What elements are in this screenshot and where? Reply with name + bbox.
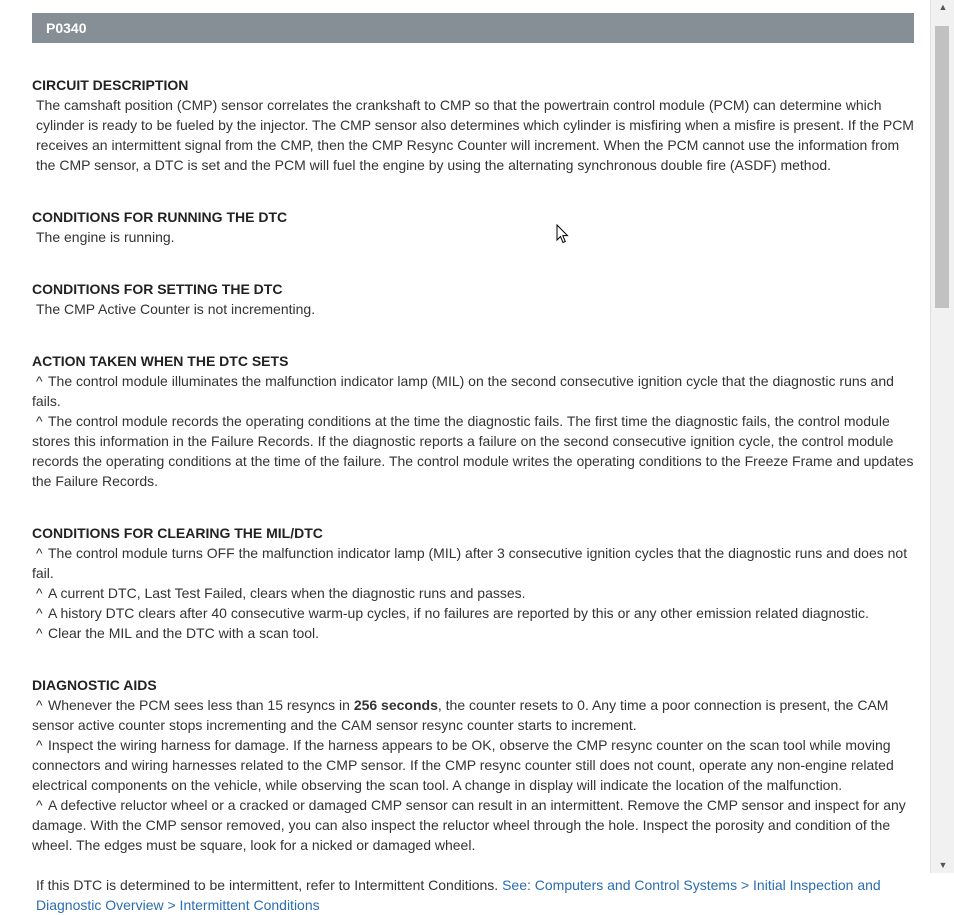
section-conditions-running <box>32 207 914 247</box>
caret-icon: ^ <box>36 373 43 389</box>
list-item-text: A defective reluctor wheel or a cracked or damaged CMP sensor can result in an intermittent. Remove the CMP sensor and inspect for any damage. With the CMP sensor removed, you can also inspect the reluctor wheel through the hole. Inspect the porosity and condition of the wheel. The edges must be square, look for a nicked or damaged wheel. <box>32 797 906 853</box>
caret-icon: ^ <box>36 625 43 641</box>
caret-icon: ^ <box>36 413 43 429</box>
list-item <box>32 695 914 735</box>
list-item-text: The control module records the operating conditions at the time the diagnostic fails. The first time the diagnostic fails, the control module stores this information in the Failure Records. If the diagnostic reports a failure on the second consecutive ignition cycle, the control module records the operating conditions at the time of the failure. The control module writes the operating conditions to the Freeze Frame and updates the Failure Records. <box>32 413 914 489</box>
list-item-text: Whenever the PCM sees less than 15 resyncs in <box>48 697 354 713</box>
mouse-cursor-icon <box>556 224 570 244</box>
list-item <box>32 735 914 795</box>
section-title: CONDITIONS FOR SETTING THE DTC <box>32 281 283 297</box>
list-item <box>32 795 914 855</box>
list-item-text: The control module turns OFF the malfunction indicator lamp (MIL) after 3 consecutive ignition cycles that the diagnostic runs and does not fail. <box>32 545 908 581</box>
list-item <box>32 411 914 491</box>
section-title: CONDITIONS FOR CLEARING THE MIL/DTC <box>32 525 323 541</box>
section-text: The engine is running. <box>36 229 175 245</box>
list-item-text: A current DTC, Last Test Failed, clears when the diagnostic runs and passes. <box>48 585 526 601</box>
section-title: DIAGNOSTIC AIDS <box>32 677 157 693</box>
caret-icon: ^ <box>36 605 43 621</box>
list-item <box>32 583 914 603</box>
dtc-code-header: P0340 <box>32 13 914 43</box>
list-item-text: Clear the MIL and the DTC with a scan tool. <box>48 625 320 641</box>
caret-icon: ^ <box>36 737 43 753</box>
caret-icon: ^ <box>36 585 43 601</box>
section-title: CONDITIONS FOR RUNNING THE DTC <box>32 209 288 225</box>
list-item-text: The control module illuminates the malfunction indicator lamp (MIL) on the second consecutive ignition cycle that the diagnostic runs and fails. <box>32 373 894 409</box>
list-item <box>32 371 914 411</box>
caret-icon: ^ <box>36 697 43 713</box>
section-action-taken <box>32 351 914 491</box>
scroll-up-icon[interactable]: ▲ <box>938 2 948 12</box>
section-text: The camshaft position (CMP) sensor correlates the crankshaft to CMP so that the powertrain control module (PCM) can determine which cylinder is ready to be fueled by the injector. The CMP sensor also determines which cylinder is misfiring when a misfire is present. If the PCM receives an intermittent signal from the CMP, then the CMP Resync Counter will increment. When the PCM cannot use the information from the CMP sensor, a DTC is set and the PCM will fuel the engine by using the alternating synchronous double fire (ASDF) method. <box>36 97 914 173</box>
section-conditions-setting <box>32 279 914 319</box>
document-content <box>32 13 914 915</box>
list-item <box>32 623 914 643</box>
scrollbar-thumb[interactable] <box>935 26 949 308</box>
list-item <box>32 603 914 623</box>
caret-icon: ^ <box>36 545 43 561</box>
caret-icon: ^ <box>36 797 43 813</box>
section-circuit-description <box>32 75 914 175</box>
intermittent-conditions-link[interactable]: See: Computers and Control Systems > Initial Inspection and Diagnostic Overview > Intermittent Conditions <box>36 877 881 913</box>
section-title: CIRCUIT DESCRIPTION <box>32 77 189 93</box>
list-item-text: , the counter resets to 0. Any time a poor connection is present, the CAM sensor active counter stops incrementing and the CAM sensor resync counter starts to increment. <box>32 697 889 733</box>
scroll-down-icon[interactable]: ▼ <box>938 860 948 870</box>
note-text: If this DTC is determined to be intermittent, refer to Intermittent Conditions. <box>36 877 503 893</box>
list-item-text: Inspect the wiring harness for damage. If the harness appears to be OK, observe the CMP resync counter on the scan tool while moving connectors and wiring harnesses related to the CMP sensor. If the CMP resync counter still does not count, operate any non-engine related electrical components on the vehicle, while observing the scan tool. A change in display will indicate the location of the malfunction. <box>32 737 894 793</box>
section-title: ACTION TAKEN WHEN THE DTC SETS <box>32 353 289 369</box>
list-item-text: A history DTC clears after 40 consecutive warm-up cycles, if no failures are reported by this or any other emission related diagnostic. <box>48 605 869 621</box>
intermittent-note <box>32 875 914 915</box>
section-text: The CMP Active Counter is not incrementing. <box>36 301 316 317</box>
section-diagnostic-aids <box>32 675 914 855</box>
emphasis-text: 256 seconds <box>353 697 438 713</box>
vertical-scrollbar[interactable] <box>930 0 954 873</box>
section-conditions-clearing <box>32 523 914 643</box>
list-item <box>32 543 914 583</box>
